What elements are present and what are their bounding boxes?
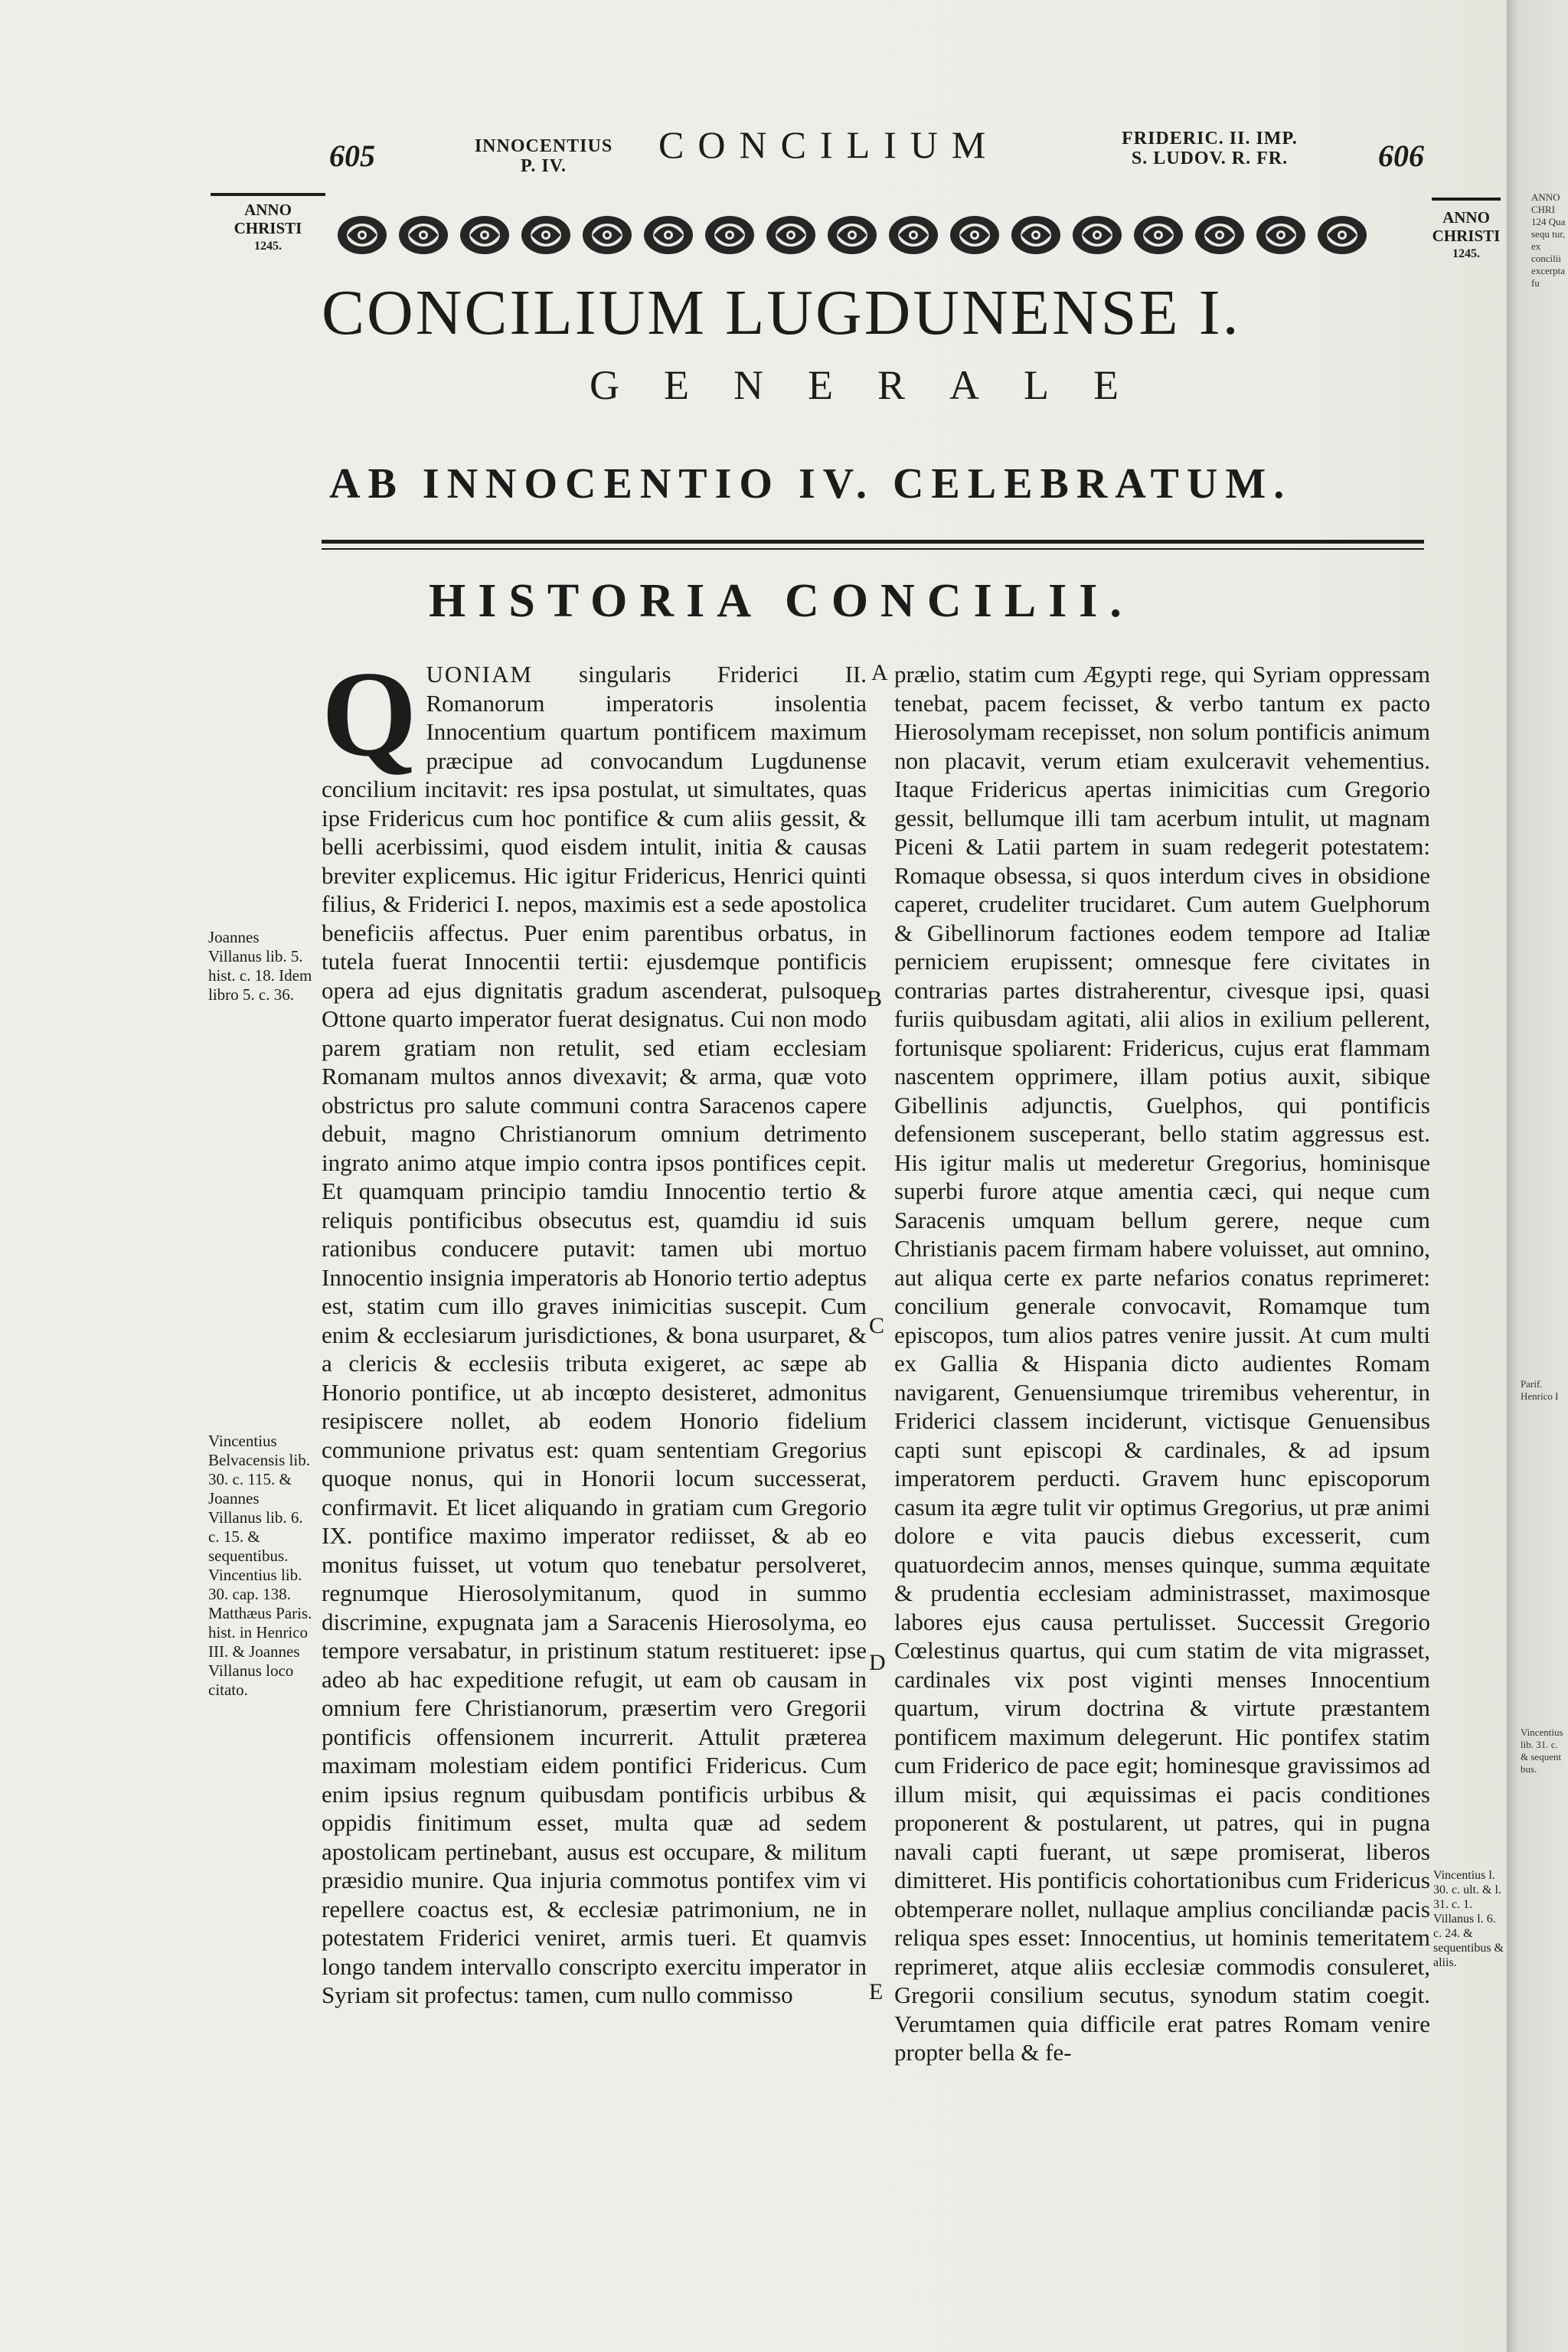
title-line-1: CONCILIUM LUGDUNENSE I. — [322, 277, 1241, 348]
title-line-3: AB INNOCENTIO IV. CELEBRATUM. — [329, 460, 1292, 508]
anno-rule-right — [1432, 198, 1501, 201]
running-head-emperor — [1095, 129, 1325, 168]
floral-ornament-icon — [335, 213, 1369, 257]
left-column-text: singularis Friderici II. Romanorum imperatoris insolentia Innocentium quartum pontificem maximum præcipue ad convocandum Lugdunense concilium incitavit: res ipsa postulat, ut simultates, quas ipse Fridericus cum hoc pontifice & cum aliis gessit, & belli acerbissimi, quod eisdem intulit, initia & causas breviter explicemus. Hic igitur Fridericus, Henrici quinti filius, & Friderici I. nepos, maximis est a sede apostolica beneficiis affectus. Puer enim parentibus orbatus, in tutela fuerat Innocentii tertii: ejusdemque pontificis opera ad ejus dignitatis gradum ascenderat, pulsoque Ottone quarto imperator fuerat designatus. Cui non modo parem gratiam non retulit, sed etiam ecclesiam Romanam multos annos divexavit; & arma, quæ voto obstrictus pro salute communi contra Saracenos capere debuit, magno Christianorum omnium detrimento ingrato animo atque impio contra ipsos pontifices cepit. Et quamquam principio tamdiu Innocentio tertio & reliquis pontificibus obsecutus est, quamdiu id suis rationibus conducere putavit: tamen ubi mortuo Innocentio insignia imperatoris ab Honorio tertio adeptus est, statim cum illo graves inimicitias suscepit. Cum enim & ecclesiarum jurisdictiones, & bona usurparet, & a clericis & ecclesiis tributa exigeret, ac sæpe ab Honorio pontifice, ut ab incœpto desisteret, admonitus resipiscere nollet, ab eodem Honorio fidelium communione privatus est: quam sententiam Gregorius quoque nonus, qui in Honorii locum successerat, confirmavit. Et licet aliquando in gratiam cum Gregorio IX. pontifice maximo imperator rediisset, & ab eo monitus fuisset, ut votum quo tenebatur persolveret, regnumque Hierosolymitanum, quod in summo discrimine, expugnata jam a Saracenis Hierosolyma, eo tempore versabatur, in pristinum statum restitueret: ipse adeo ab hac expeditione refugit, ut eam ob causam in omnium fere Christianorum, præsertim vero Gregorii pontificis offensionem incurrerit. Attulit præterea maximam molestiam eidem pontifici Fridericus. Cum enim ipsius regnum quibusdam pontificis urbibus & oppidis finitimum esset, multa quæ ad sedem apostolicam pertinebant, ausus est occupare, & militum præsidio munire. Qua injuria commotus pontifex vim vi repellere coactus est, & ecclesiæ patrimonium, ne in potestatem Friderici veniret, armis tueri. Et quamvis longo tandem intervallo conscripto exercitu imperator in Syriam sit profectus: tamen, cum nullo commisso — [322, 661, 867, 2008]
column-marker-a: A — [871, 660, 888, 685]
anno-right — [1424, 208, 1508, 263]
rosette-icon — [1254, 213, 1308, 257]
running-head-emperor-line2: S. LUDOV. R. FR. — [1131, 149, 1289, 168]
title-line-2: GENERALE — [590, 362, 1163, 408]
rosette-icon — [397, 213, 450, 257]
page-number-left: 605 — [329, 139, 375, 173]
section-heading: HISTORIA CONCILII. — [429, 575, 1134, 627]
rosette-icon — [948, 213, 1001, 257]
anno-left-year: 1245. — [254, 240, 282, 253]
dropcap: Q — [322, 645, 417, 782]
lead-word: UONIAM — [426, 661, 533, 688]
rosette-icon — [642, 213, 695, 257]
rosette-icon — [519, 213, 573, 257]
page-number-right: 606 — [1378, 139, 1424, 173]
running-head-pope-line1: INNOCENTIUS — [474, 136, 613, 156]
anno-rule-left — [211, 193, 325, 196]
rosette-icon — [1193, 213, 1246, 257]
column-marker-c: C — [869, 1313, 885, 1338]
adjacent-fragment-1: ANNO CHRI 124 Qua sequ tur, ex concilii excerpta fu — [1531, 191, 1566, 289]
right-column-text: prælio, statim cum Ægypti rege, qui Syriam oppressam tenebat, pacem fecisset, & verbo tantum ex pacto Hierosolymam recepisset, non solum pontificis animum non placavit, verum etiam exulceravit vehementius. Itaque Fridericus apertas inimicitias cum Gregorio gessit, bellumque illi tam acerbum intulit, ut magnam Piceni & Latii partem in suam redegerit potestatem: Romaque obsessa, si quos interdum cives in obsidione caperet, crudeliter trucidaret. Cum autem Guelphorum & Gibellinorum factiones eodem tempore ad Italiæ perniciem erupissent; omnesque fere civitates in contrarias partes distraherentur, civesque ipsi, quasi furiis quibusdam agitati, alii alios in exilium pellerent, fortunisque spoliarent: Fridericus, cujus erat flammam nascentem opprimere, illam potius auxit, sibique Gibellinis adjunctis, Guelphos, qui pontificis defensionem susceperant, bello statim aggressus est. His igitur malis ut mederetur Gregorius, hominisque superbi furore atque amentia cæci, qui neque cum Saracenis umquam bellum gerere, neque cum Christianis pacem firmam habere voluisset, aut omnino, aut aliqua certe ex parte nefarios conatus reprimeret: concilium generale convocavit, Romamque tum episcopos, tum alios patres venire jussit. At cum multi ex Gallia & Hispania dicto audientes Romam navigarent, Genuensiumque triremibus veherentur, in Friderici classem inciderunt, victisque Genuensibus capti sunt episcopi & cardinales, & ad ipsum imperatorem perducti. Gravem hunc episcoporum casum ita ægre tulit vir optimus Gregorius, ut præ animi dolore e vita paucis diebus excesserit, cum quatuordecim annos, menses quinque, summa æquitate & prudentia ecclesiam administrasset, maximosque labores ejus causa pertulisset. Successit Gregorio Cœlestinus quartus, qui cum statim de vita migrasset, cardinales vix post viginti menses Innocentium quartum, virum doctrina & virtute præstantem pontificem maximum delegerunt. Hic pontifex statim cum Friderico de pace egit; hominesque gravissimos ad illum misit, qui æquissimas ei pacis conditiones proponerent & postularent, ut patres, qui in pugna navali capti fuerant, ut sæpe promiserat, liberos dimitteret. His pontificis cohortationibus cum Fridericus obtemperare nollet, nullaque amplius conciliandæ pacis reliqua spes esset: Innocentius, ut hominis temeritatem reprimeret, atque aliis ecclesiæ commodis consuleret, Gregorii consilium secutus, synodum statim coegit. Verumtamen quia difficile erat patres Romam venire propter bella & fe- — [894, 661, 1430, 2066]
rosette-icon — [1009, 213, 1063, 257]
side-note-2: Vincentius Belvacensis lib. 30. c. 115. & Joannes Villanus lib. 6. c. 15. & sequentibus. Vincentius lib. 30. cap. 138. Matthæus Paris. hist. in Henrico III. & Joannes Villanus loco citato. — [208, 1432, 312, 1699]
rosette-icon — [580, 213, 634, 257]
rosette-icon — [458, 213, 511, 257]
side-note-3: Vincentius l. 30. c. ult. & l. 31. c. 1. Villanus l. 6. c. 24. & sequentibus & aliis. — [1433, 1869, 1504, 1969]
column-marker-b: B — [867, 986, 883, 1011]
anno-left — [211, 201, 325, 256]
column-marker-d: D — [869, 1650, 886, 1675]
running-head-title: CONCILIUM — [658, 123, 1000, 166]
anno-left-line1: ANNO — [244, 201, 292, 219]
anno-right-line2: CHRISTI — [1432, 227, 1501, 245]
column-marker-e: E — [869, 1979, 884, 2004]
rosette-icon — [703, 213, 756, 257]
rosette-icon — [887, 213, 940, 257]
anno-left-line2: CHRISTI — [234, 219, 302, 237]
rosette-icon — [825, 213, 879, 257]
running-head-emperor-line1: FRIDERIC. II. IMP. — [1122, 129, 1298, 149]
rosette-icon — [1315, 213, 1369, 257]
left-column — [322, 645, 867, 2010]
right-column — [894, 660, 1430, 2067]
anno-right-year: 1245. — [1452, 247, 1480, 260]
adjacent-page-edge — [1507, 0, 1568, 2352]
running-head-pope — [459, 136, 628, 176]
running-head-pope-line2: P. IV. — [520, 156, 567, 176]
rosette-icon — [764, 213, 818, 257]
rosette-icon — [1132, 213, 1185, 257]
anno-right-line1: ANNO — [1442, 208, 1490, 227]
adjacent-fragment-3: Vincentius lib. 31. c. & sequent bus. — [1521, 1726, 1563, 1775]
rosette-icon — [1070, 213, 1124, 257]
side-note-1: Joannes Villanus lib. 5. hist. c. 18. Idem libro 5. c. 36. — [208, 928, 312, 1004]
title-rule-thin — [322, 548, 1424, 550]
rosette-icon — [335, 213, 389, 257]
title-rule-thick — [322, 540, 1424, 544]
adjacent-fragment-2: Parif. Henrico I — [1521, 1378, 1559, 1402]
